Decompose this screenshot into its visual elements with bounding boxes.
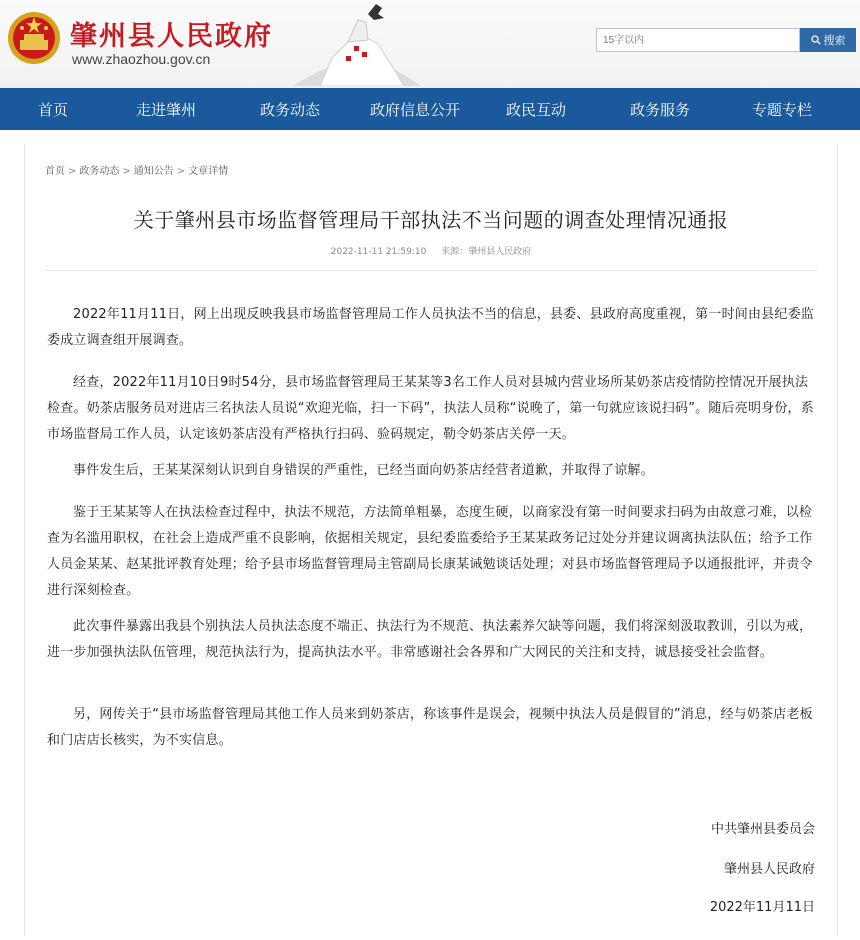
breadcrumb-notices[interactable]: 通知公告 bbox=[133, 166, 174, 177]
national-emblem-icon[interactable] bbox=[6, 8, 62, 70]
breadcrumb bbox=[45, 162, 228, 177]
breadcrumb-separator: > bbox=[122, 166, 131, 177]
article-title: 关于肇州县市场监督管理局干部执法不当问题的调查处理情况通报 bbox=[133, 208, 729, 232]
search-button-label: 搜索 bbox=[823, 34, 846, 47]
search-icon bbox=[811, 35, 821, 45]
nav-topics[interactable]: 专题专栏 bbox=[751, 100, 812, 119]
site-header bbox=[0, 0, 860, 88]
article-paragraph: 2022年11月11日，网上出现反映我县市场监督管理局工作人员执法不当的信息，县委、县政府高度重视，第一时间由县纪委监委成立调查组开展调查。 bbox=[47, 307, 814, 348]
article-paragraph: 此次事件暴露出我县个别执法人员执法态度不端正、执法行为不规范、执法素养欠缺等问题，我们将深刻汲取教训，引以为戒，进一步加强执法队伍管理，规范执法行为，提高执法水平。非常感谢社会各界和广大网民的关注和支持，诚恳接受社会监督。 bbox=[47, 619, 813, 660]
signature-date: 2022年11月11日 bbox=[709, 900, 815, 915]
nav-services[interactable]: 政务服务 bbox=[629, 100, 690, 119]
breadcrumb-news[interactable]: 政务动态 bbox=[79, 166, 120, 177]
breadcrumb-separator: > bbox=[68, 166, 77, 177]
main-nav bbox=[0, 88, 860, 130]
nav-home[interactable]: 首页 bbox=[37, 100, 68, 119]
nav-open-info[interactable]: 政府信息公开 bbox=[369, 100, 460, 119]
article-container bbox=[24, 144, 838, 936]
nav-news[interactable]: 政务动态 bbox=[259, 100, 320, 119]
landmark-image bbox=[292, 0, 422, 86]
divider bbox=[45, 270, 817, 271]
nav-interaction[interactable]: 政民互动 bbox=[505, 100, 566, 119]
article-paragraph: 鉴于王某某等人在执法检查过程中，执法不规范，方法简单粗暴，态度生硬，以商家没有第一时间要求扫码为由故意刁难，以检查为名滥用职权，在社会上造成严重不良影响，依据相关规定，县纪委监委给予王某某政务记过处分并建议调离执法队伍；给予工作人员金某某、赵某批评教育处理；给予县市场监督管理局主管副局长康某诫勉谈话处理；对县市场监督管理局予以通报批评，并责令进行深刻检查。 bbox=[47, 505, 813, 598]
breadcrumb-home[interactable]: 首页 bbox=[45, 166, 65, 177]
breadcrumb-current: 文章详情 bbox=[188, 166, 229, 177]
article-paragraph: 经查，2022年11月10日9时54分，县市场监督管理局王某某等3名工作人员对县城内营业场所某奶茶店疫情防控情况开展执法检查。奶茶店服务员对进店三名执法人员说“欢迎光临，扫一下码”，执法人员称“说晚了，第一句就应该说扫码”。随后亮明身份，系市场监督局工作人员，认定该奶茶店没有严格执行扫码、验码规定，勒令奶茶店关停一天。 bbox=[47, 375, 814, 442]
breadcrumb-separator: > bbox=[176, 166, 186, 177]
signature-party-committee: 中共肇州县委员会 bbox=[710, 822, 815, 837]
nav-about[interactable]: 走进肇州 bbox=[135, 100, 196, 119]
site-name[interactable]: 肇州县人民政府 bbox=[70, 21, 273, 52]
article-source: 来源：肇州县人民政府 bbox=[441, 247, 532, 257]
article-datetime: 2022-11-11 21:59:10 bbox=[330, 247, 427, 257]
search-button[interactable] bbox=[800, 28, 856, 52]
article-meta bbox=[25, 244, 837, 257]
site-url: www.zhaozhou.gov.cn bbox=[72, 51, 211, 67]
article-paragraph: 事件发生后，王某某深刻认识到自身错误的严重性，已经当面向奶茶店经营者道歉，并取得了谅解。 bbox=[73, 463, 654, 478]
signature-government: 肇州县人民政府 bbox=[723, 862, 815, 877]
article-paragraph: 另，网传关于“县市场监督管理局其他工作人员来到奶茶店，称该事件是误会，视频中执法人员是假冒的”消息，经与奶茶店老板和门店店长核实，为不实信息。 bbox=[47, 707, 813, 748]
search-input[interactable] bbox=[596, 28, 800, 52]
